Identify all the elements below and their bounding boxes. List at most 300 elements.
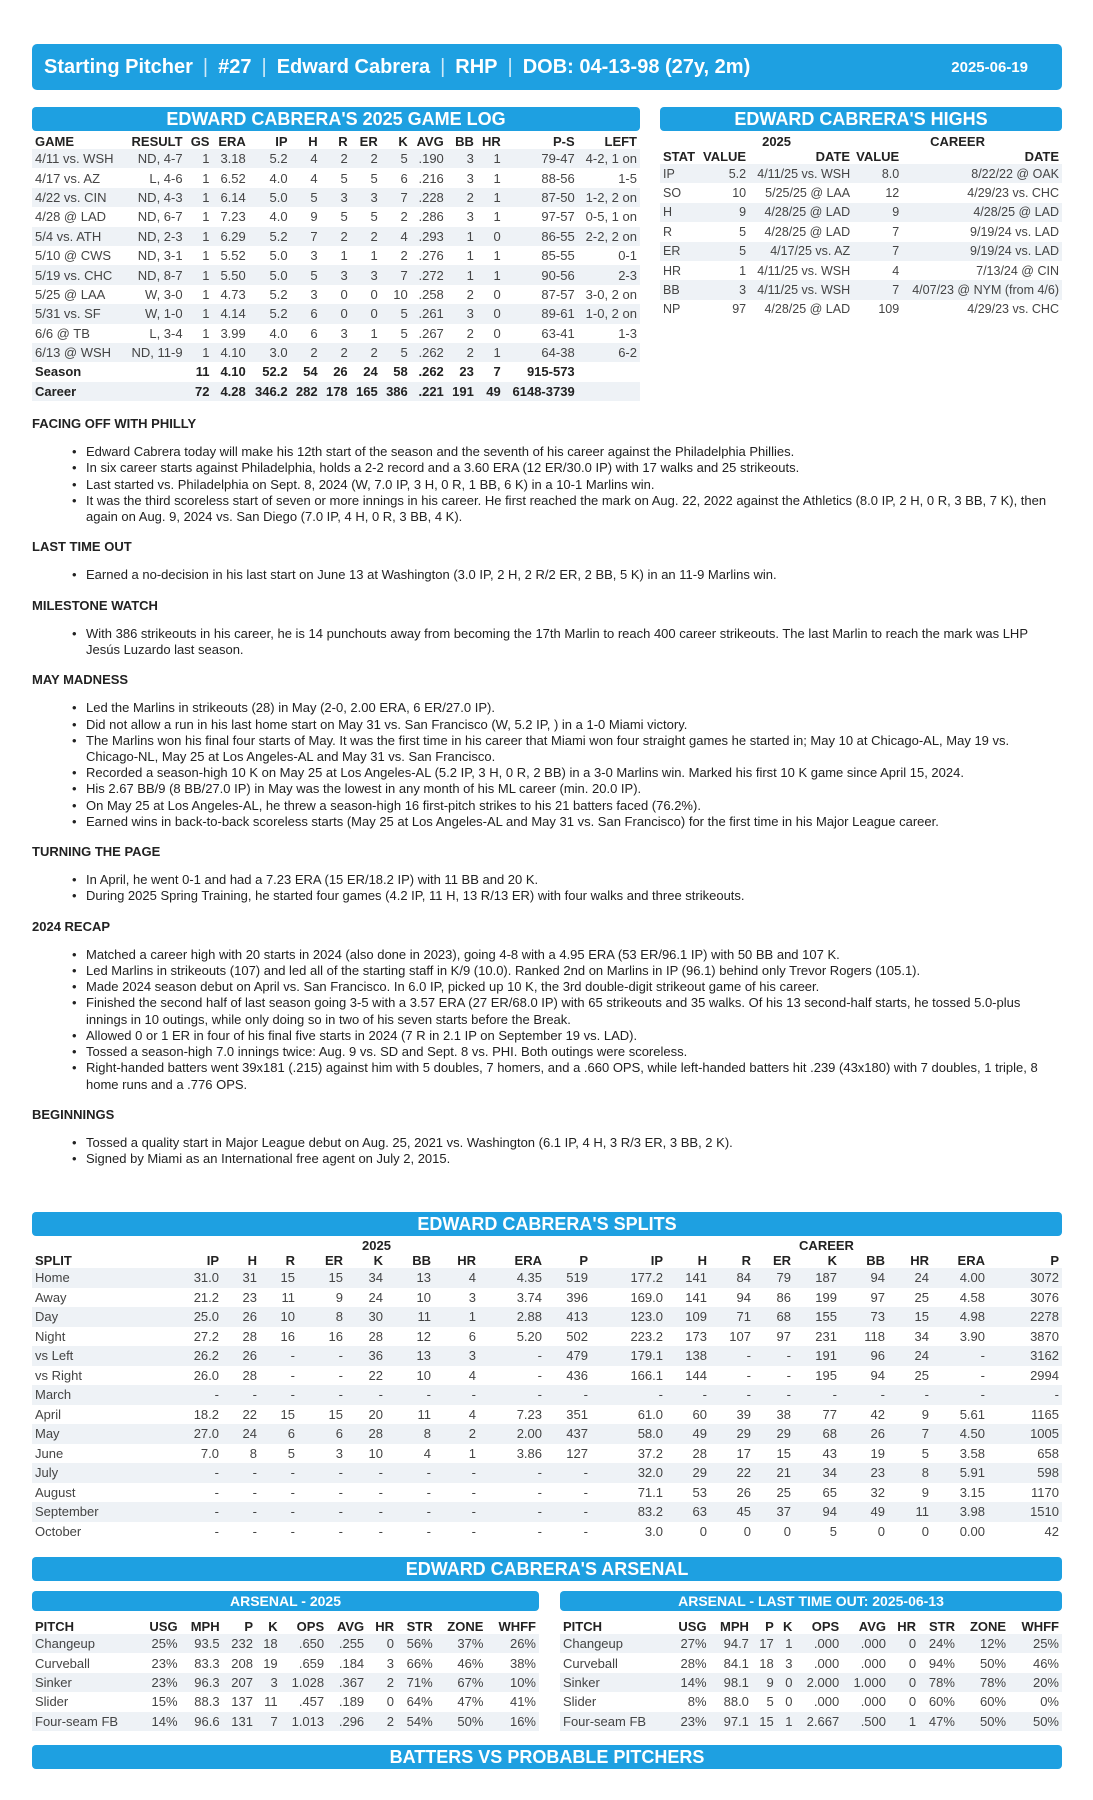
game-log-col-header: GAME bbox=[35, 134, 74, 149]
game-log-row-cell: .258 bbox=[418, 286, 444, 302]
game-log-col-header: H bbox=[308, 134, 318, 149]
arsenal-season-row-cell: 54% bbox=[397, 1712, 436, 1731]
splits-row-cell: 15 bbox=[298, 1268, 346, 1288]
arsenal-last-table bbox=[560, 1619, 1062, 1731]
arsenal-season-row-cell: 14% bbox=[139, 1712, 180, 1731]
splits-row-cell: - bbox=[298, 1463, 346, 1483]
arsenal-season-row-cell: 88.3 bbox=[194, 1694, 220, 1710]
game-log-header-row bbox=[32, 134, 640, 149]
arsenal-last-row-cell: 20% bbox=[1009, 1673, 1062, 1692]
splits-row bbox=[32, 1405, 1062, 1425]
game-log-row-cell: 6 bbox=[400, 170, 408, 186]
header-hand: RHP bbox=[455, 55, 498, 78]
arsenal-last-row-cell: 18 bbox=[759, 1655, 774, 1671]
splits-row-cell: 65 bbox=[822, 1484, 837, 1500]
note-item: • During 2025 Spring Training, he started four games (4.2 IP, 11 H, 13 R/13 ER) with four walks and three strikeouts. bbox=[86, 888, 1062, 904]
game-log-section bbox=[32, 107, 640, 401]
highs-row-cell: 8/22/22 @ OAK bbox=[902, 164, 1062, 183]
splits-row-cell: 1 bbox=[468, 1445, 476, 1461]
splits-row-cell: 10 bbox=[368, 1445, 383, 1461]
arsenal-last-row-cell: 24% bbox=[919, 1634, 958, 1653]
splits-row bbox=[32, 1346, 1062, 1366]
splits-row-cell: - bbox=[479, 1463, 545, 1483]
splits-row-cell: 502 bbox=[566, 1328, 588, 1344]
arsenal-season-row-cell: 18 bbox=[256, 1634, 281, 1653]
arsenal-last-row bbox=[560, 1712, 1062, 1731]
splits-row-cell: 396 bbox=[566, 1289, 588, 1305]
arsenal-season-row-cell: 38% bbox=[509, 1655, 536, 1671]
game-log-row-cell: 4/11 vs. WSH bbox=[32, 149, 124, 168]
arsenal-last-col-header: K bbox=[783, 1619, 793, 1634]
game-log-row-cell: .272 bbox=[411, 265, 447, 284]
game-log-total-row-cell: 4.10 bbox=[220, 364, 246, 380]
game-log-total-row-cell bbox=[578, 382, 640, 401]
arsenal-season-row-cell: 0 bbox=[367, 1634, 397, 1653]
game-log-total-row-cell: 282 bbox=[291, 382, 321, 401]
arsenal-last-title: ARSENAL - LAST TIME OUT: 2025-06-13 bbox=[560, 1591, 1062, 1611]
splits-row-cell: 22 bbox=[710, 1463, 754, 1483]
splits-row-cell: 2994 bbox=[1030, 1367, 1059, 1383]
arsenal-season-row-cell: 26% bbox=[486, 1634, 539, 1653]
arsenal-last-row-cell: 1 bbox=[889, 1712, 919, 1731]
splits-row-cell: - bbox=[222, 1502, 260, 1522]
game-log-row-cell: 4 bbox=[291, 149, 321, 168]
game-log-row-cell: 5 bbox=[370, 209, 378, 225]
arsenal-last-row-cell: 94% bbox=[928, 1655, 955, 1671]
highs-row-cell: 9/19/24 vs. LAD bbox=[970, 224, 1059, 239]
arsenal-last-row-cell: Slider bbox=[563, 1694, 597, 1710]
splits-row-cell: - bbox=[290, 1523, 295, 1539]
game-log-total-row-cell: .262 bbox=[418, 364, 444, 380]
arsenal-season-row-cell: Changeup bbox=[32, 1634, 139, 1653]
splits-row-cell: - bbox=[471, 1523, 476, 1539]
splits-row-cell: 97 bbox=[776, 1328, 791, 1344]
game-log-col-header: BB bbox=[455, 134, 474, 149]
splits-row-cell: 141 bbox=[685, 1289, 707, 1305]
splits-row-cell: - bbox=[434, 1385, 479, 1405]
splits-row-cell: 71 bbox=[710, 1307, 754, 1327]
note-list bbox=[32, 947, 1062, 1093]
game-log-row-cell: 0-5, 1 on bbox=[585, 209, 637, 225]
highs-col-header: DATE bbox=[815, 149, 851, 164]
note-list bbox=[32, 444, 1062, 525]
arsenal-last-row-cell: .000 bbox=[813, 1655, 840, 1671]
arsenal-last-row-cell: 27% bbox=[668, 1634, 709, 1653]
game-log-row bbox=[32, 149, 640, 168]
splits-row-cell: - bbox=[840, 1385, 888, 1405]
header-banner bbox=[32, 44, 1062, 90]
splits-row-cell: 21.2 bbox=[193, 1289, 219, 1305]
splits-row-cell: 15 bbox=[328, 1406, 343, 1422]
splits-row-cell: 6 bbox=[298, 1424, 346, 1444]
splits-col-header: BB bbox=[866, 1253, 885, 1268]
arsenal-last-row-cell: Four-seam FB bbox=[560, 1712, 668, 1731]
game-log-row-cell: 3 bbox=[310, 248, 318, 264]
splits-row-cell: 3072 bbox=[988, 1268, 1062, 1288]
splits-row-cell: 13 bbox=[386, 1268, 434, 1288]
splits-row-cell: 3162 bbox=[988, 1346, 1062, 1366]
arsenal-season-row-cell: 0 bbox=[386, 1694, 395, 1710]
highs-row-cell: 4/11/25 vs. WSH bbox=[749, 164, 853, 183]
game-log-row-cell: 1 bbox=[477, 188, 504, 207]
splits-row-cell: 155 bbox=[794, 1307, 840, 1327]
arsenal-season-row bbox=[32, 1653, 539, 1672]
arsenal-last-col-header: AVG bbox=[858, 1619, 886, 1634]
splits-row-cell: 3.98 bbox=[932, 1502, 988, 1522]
arsenal-last-row-cell: 0 bbox=[889, 1634, 919, 1653]
splits-col-header: ER bbox=[324, 1253, 343, 1268]
game-log-row-cell: 1 bbox=[202, 286, 210, 302]
splits-row-cell: 32 bbox=[870, 1484, 885, 1500]
splits-row-cell: 7.0 bbox=[200, 1445, 219, 1461]
game-log-row-cell: 5.0 bbox=[249, 265, 291, 284]
arsenal-season-row-cell: 11 bbox=[264, 1694, 278, 1710]
splits-row-cell: - bbox=[471, 1484, 476, 1500]
arsenal-last-section bbox=[560, 1591, 1062, 1731]
splits-row-cell: 598 bbox=[988, 1463, 1062, 1483]
splits-row-cell: 11 bbox=[281, 1289, 295, 1305]
game-log-total-row-cell: 178 bbox=[321, 382, 351, 401]
highs-row-cell: 4/11/25 vs. WSH bbox=[749, 280, 853, 299]
splits-row-cell: 658 bbox=[1037, 1445, 1059, 1461]
splits-row-cell: 30 bbox=[346, 1307, 386, 1327]
splits-row-cell: 22 bbox=[242, 1406, 257, 1422]
game-log-row-cell: 4/22 vs. CIN bbox=[32, 188, 124, 207]
game-log-row-cell: 2 bbox=[321, 149, 351, 168]
game-log-row-cell: 1 bbox=[370, 325, 378, 341]
game-log-row-cell: 2 bbox=[447, 343, 477, 362]
game-log-row-cell: 1 bbox=[477, 265, 504, 284]
splits-row-cell: September bbox=[32, 1502, 162, 1522]
splits-row-cell: - bbox=[338, 1523, 343, 1539]
game-log-row-cell: 1-3 bbox=[618, 325, 637, 341]
splits-row-cell: - bbox=[426, 1484, 431, 1500]
game-log-row-cell: 3 bbox=[466, 170, 474, 186]
game-log-row-cell: 4.10 bbox=[212, 343, 248, 362]
splits-row-cell: 16 bbox=[280, 1328, 295, 1344]
game-log-row-cell: 5/19 vs. CHC bbox=[32, 265, 124, 284]
splits-row-cell: - bbox=[545, 1463, 591, 1483]
note-item: • Allowed 0 or 1 ER in four of his final five starts in 2024 (7 R in 2.1 IP on September 19 vs. LAD). bbox=[86, 1028, 1062, 1044]
game-log-row-cell: ND, 6-7 bbox=[137, 209, 183, 225]
splits-row-cell: 23 bbox=[840, 1463, 888, 1483]
note-item: • Recorded a season-high 10 K on May 25 at Los Angeles-AL (5.2 IP, 3 H, 0 R, 2 BB) in a 3-0 Marlins win. Marked his first 10 K game since April 15, 2024. bbox=[86, 765, 1062, 781]
game-log-row-cell: 6.29 bbox=[212, 227, 248, 246]
splits-col-header: R bbox=[741, 1253, 751, 1268]
splits-row-cell: - bbox=[346, 1502, 386, 1522]
splits-row-cell: Day bbox=[32, 1307, 162, 1327]
splits-row-cell: 31 bbox=[222, 1268, 260, 1288]
game-log-row-cell: 6/13 @ WSH bbox=[32, 343, 124, 362]
splits-row-cell: 15 bbox=[776, 1445, 791, 1461]
arsenal-season-col-header: HR bbox=[375, 1619, 395, 1634]
splits-row-cell: 34 bbox=[346, 1268, 386, 1288]
splits-row-cell: 4.35 bbox=[479, 1268, 545, 1288]
arsenal-season-row-cell: 1.028 bbox=[281, 1673, 327, 1692]
note-heading: MILESTONE WATCH bbox=[32, 597, 158, 613]
splits-row-cell: Home bbox=[32, 1268, 162, 1288]
splits-col-header: SPLIT bbox=[35, 1253, 72, 1268]
game-log-row-cell: 3 bbox=[447, 304, 477, 323]
splits-row bbox=[32, 1268, 1062, 1288]
game-log-total-row-cell: 49 bbox=[477, 382, 504, 401]
game-log-row-cell: 5.2 bbox=[269, 286, 288, 302]
game-log-row-cell: 1 bbox=[340, 248, 348, 264]
splits-row-cell: - bbox=[545, 1502, 591, 1522]
arsenal-season-row-cell: 64% bbox=[406, 1694, 433, 1710]
splits-row-cell: 3 bbox=[468, 1289, 476, 1305]
splits-row-cell: 96 bbox=[840, 1346, 888, 1366]
game-log-row-cell: 7 bbox=[381, 265, 411, 284]
highs-row-cell: ER bbox=[660, 242, 700, 261]
arsenal-last-row-cell: 1 bbox=[777, 1712, 796, 1731]
splits-row-cell: 24 bbox=[888, 1346, 932, 1366]
game-log-col-header: ERA bbox=[218, 134, 246, 149]
splits-row-cell: Night bbox=[35, 1328, 66, 1344]
splits-row-cell: 12 bbox=[416, 1328, 431, 1344]
game-log-row-cell: 4.14 bbox=[212, 304, 248, 323]
splits-row-cell: 8 bbox=[888, 1463, 932, 1483]
note-list bbox=[32, 567, 1062, 583]
splits-row-cell: 138 bbox=[666, 1346, 710, 1366]
splits-row-cell: 26 bbox=[222, 1346, 260, 1366]
arsenal-last-row-cell: Sinker bbox=[560, 1673, 668, 1692]
splits-row-cell: 1 bbox=[434, 1307, 479, 1327]
highs-row-cell: 4/28/25 @ LAD bbox=[902, 203, 1062, 222]
arsenal-last-row-cell: 46% bbox=[1032, 1655, 1059, 1671]
splits-row-cell: July bbox=[32, 1463, 162, 1483]
splits-row-cell: - bbox=[252, 1484, 257, 1500]
splits-row-cell: 31.0 bbox=[162, 1268, 222, 1288]
arsenal-season-col-header: PITCH bbox=[35, 1619, 74, 1634]
splits-row-cell: - bbox=[346, 1463, 386, 1483]
highs-row-cell: 4/28/25 @ LAD bbox=[749, 203, 853, 222]
arsenal-last-row bbox=[560, 1673, 1062, 1692]
splits-row-cell: 26 bbox=[736, 1484, 751, 1500]
arsenal-last-row-cell: 0 bbox=[908, 1655, 917, 1671]
splits-row-cell: 28 bbox=[368, 1328, 383, 1344]
arsenal-season-row-cell: 23% bbox=[139, 1673, 180, 1692]
game-log-total-row-cell bbox=[124, 362, 186, 381]
arsenal-season-row-cell: 23% bbox=[151, 1655, 178, 1671]
splits-row-cell: 24 bbox=[888, 1268, 932, 1288]
splits-row-cell: - bbox=[378, 1484, 383, 1500]
splits-row-cell: 94 bbox=[870, 1367, 885, 1383]
highs-row-cell: 9/19/24 vs. LAD bbox=[902, 242, 1062, 261]
splits-row-cell: 0 bbox=[783, 1523, 791, 1539]
splits-row-cell: 4.58 bbox=[959, 1289, 985, 1305]
highs-table bbox=[660, 134, 1062, 319]
arsenal-last-col-header: PITCH bbox=[563, 1619, 602, 1634]
splits-row-cell: 25 bbox=[776, 1484, 791, 1500]
splits-row bbox=[32, 1327, 1062, 1347]
game-log-row-cell: 3.99 bbox=[220, 325, 246, 341]
splits-row-cell: 49 bbox=[840, 1502, 888, 1522]
splits-row-cell: 5.20 bbox=[516, 1328, 542, 1344]
splits-row-cell: 3076 bbox=[1030, 1289, 1059, 1305]
game-log-title: EDWARD CABRERA'S 2025 GAME LOG bbox=[32, 107, 640, 131]
game-log-col-header: R bbox=[338, 134, 348, 149]
splits-row-cell: - bbox=[479, 1502, 545, 1522]
game-log-row-cell: .190 bbox=[411, 149, 447, 168]
arsenal-season-body bbox=[32, 1634, 539, 1731]
splits-row-cell: - bbox=[479, 1346, 545, 1366]
header-date: 2025-06-19 bbox=[951, 58, 1028, 76]
splits-row-cell: 26.0 bbox=[193, 1367, 219, 1383]
splits-row-cell: April bbox=[35, 1406, 62, 1422]
game-log-row-cell: 4/28 @ LAD bbox=[35, 209, 107, 225]
arsenal-season-col-header: USG bbox=[149, 1619, 178, 1634]
game-log-row-cell: 3 bbox=[466, 209, 474, 225]
arsenal-season-row bbox=[32, 1712, 539, 1731]
arsenal-season-row-cell: 16% bbox=[486, 1712, 539, 1731]
splits-row-cell: 223.2 bbox=[630, 1328, 663, 1344]
game-log-row-cell: 1 bbox=[186, 265, 213, 284]
header-separator: | bbox=[261, 55, 267, 78]
game-log-row bbox=[32, 227, 640, 246]
arsenal-season-row-cell: 56% bbox=[397, 1634, 436, 1653]
splits-row-cell: - bbox=[988, 1385, 1062, 1405]
note-item: • In April, he went 0-1 and had a 7.23 ERA (15 ER/18.2 IP) with 11 BB and 20 K. bbox=[86, 872, 1062, 888]
game-log-row bbox=[32, 343, 640, 362]
splits-row-cell: 5.61 bbox=[959, 1406, 985, 1422]
splits-row-cell: 144 bbox=[685, 1367, 707, 1383]
game-log-total-row-cell: 26 bbox=[333, 364, 348, 380]
splits-row-cell: - bbox=[222, 1385, 260, 1405]
splits-row-cell: 6 bbox=[260, 1424, 298, 1444]
splits-section bbox=[32, 1212, 1062, 1541]
arsenal-season-row-cell: .255 bbox=[327, 1634, 367, 1653]
splits-row-cell: vs Left bbox=[32, 1346, 162, 1366]
splits-col-header: H bbox=[247, 1253, 257, 1268]
highs-body bbox=[660, 164, 1062, 319]
splits-row-cell: - bbox=[298, 1346, 346, 1366]
game-log-total-row-cell: 386 bbox=[381, 382, 411, 401]
game-log-row-cell: 1 bbox=[186, 304, 213, 323]
game-log-row-cell: 1-5 bbox=[618, 170, 637, 186]
game-log-row-cell: 0 bbox=[321, 304, 351, 323]
game-log-row-cell: 1 bbox=[202, 170, 210, 186]
highs-row-cell: 5/25/25 @ LAA bbox=[765, 186, 851, 201]
game-log-row-cell: 3.0 bbox=[249, 343, 291, 362]
note-item: • In six career starts against Philadelphia, holds a 2-2 record and a 3.60 ERA (12 ER/30.0 IP) with 17 walks and 25 strikeouts. bbox=[86, 460, 1062, 476]
splits-row-cell: 109 bbox=[666, 1307, 710, 1327]
splits-row-cell: - bbox=[162, 1502, 222, 1522]
arsenal-season-row-cell: 46% bbox=[457, 1655, 484, 1671]
splits-row-cell: 3.15 bbox=[959, 1484, 985, 1500]
splits-row-cell: 0 bbox=[921, 1523, 929, 1539]
highs-row bbox=[660, 300, 1062, 319]
highs-section bbox=[660, 107, 1062, 319]
arsenal-season-section bbox=[32, 1591, 539, 1731]
arsenal-last-row-cell: 50% bbox=[980, 1655, 1007, 1671]
game-log-row-cell: W, 3-0 bbox=[145, 286, 183, 302]
game-log-row-cell: 0 bbox=[477, 227, 504, 246]
arsenal-last-col-header: HR bbox=[897, 1619, 917, 1634]
game-log-row-cell: 5.0 bbox=[249, 188, 291, 207]
arsenal-last-row-cell: 60% bbox=[980, 1694, 1007, 1710]
highs-row-cell: 7/13/24 @ CIN bbox=[976, 263, 1059, 278]
game-log-row-cell: 1 bbox=[186, 188, 213, 207]
note-item: • The Marlins won his final four starts of May. It was the first time in his career that Miami won four straight games he started in; May 10 at Chicago-AL, May 19 vs. Chicago-NL, May 25 at Los Angeles-AL and May 31 vs. San Francisco. bbox=[86, 733, 1062, 765]
splits-row-cell: 5 bbox=[921, 1445, 929, 1461]
game-log-row-cell: 1 bbox=[477, 343, 504, 362]
game-log-row-cell: 9 bbox=[310, 209, 318, 225]
note-heading: 2024 RECAP bbox=[32, 918, 111, 934]
game-log-row-cell: 5 bbox=[340, 170, 348, 186]
game-log-row-cell: 1 bbox=[186, 343, 213, 362]
arsenal-season-row-cell: 41% bbox=[509, 1694, 536, 1710]
splits-col-header: BB bbox=[412, 1253, 431, 1268]
splits-row-cell: - bbox=[338, 1367, 343, 1383]
arsenal-season-row-cell: 15% bbox=[151, 1694, 178, 1710]
note-item: • Right-handed batters went 39x181 (.215) against him with 5 doubles, 7 homers, and a .660 OPS, while left-handed batters hit .239 (43x180) with 7 doubles, 1 triple, 8 home runs and a .776 OPS. bbox=[86, 1060, 1062, 1092]
arsenal-season-row-cell: 19 bbox=[263, 1655, 278, 1671]
splits-row-cell: 24 bbox=[222, 1424, 260, 1444]
splits-row-cell: 77 bbox=[822, 1406, 837, 1422]
arsenal-season-row-cell: 96.6 bbox=[181, 1712, 223, 1731]
highs-row-cell: 5 bbox=[739, 224, 747, 239]
game-log-total-row-cell: 915-573 bbox=[526, 364, 575, 380]
note-item: • Did not allow a run in his last home start on May 31 vs. San Francisco (W, 5.2 IP, ) in a 1-0 Miami victory. bbox=[86, 717, 1062, 733]
game-log-row-cell: 1 bbox=[447, 265, 477, 284]
game-log-row-cell: 6/6 @ TB bbox=[35, 325, 90, 341]
game-log-row-cell: 3 bbox=[447, 149, 477, 168]
splits-row-cell: 28 bbox=[242, 1328, 257, 1344]
splits-row-cell: - bbox=[222, 1463, 260, 1483]
game-log-total-row bbox=[32, 382, 640, 401]
splits-row-cell: - bbox=[346, 1385, 386, 1405]
splits-row-cell: - bbox=[260, 1346, 298, 1366]
arsenal-season-row-cell: 96.3 bbox=[181, 1673, 223, 1692]
highs-col-header: STAT bbox=[663, 149, 696, 164]
highs-row-cell: IP bbox=[660, 164, 700, 183]
splits-row-cell: - bbox=[754, 1346, 794, 1366]
arsenal-season-row-cell: 25% bbox=[139, 1634, 180, 1653]
game-log-total-row-cell bbox=[124, 382, 186, 401]
game-log-row-cell: 5 bbox=[291, 188, 321, 207]
splits-row-cell: - bbox=[290, 1484, 295, 1500]
arsenal-last-row-cell: 50% bbox=[1009, 1712, 1062, 1731]
game-log-row-cell: 2 bbox=[400, 248, 408, 264]
arsenal-season-row-cell: 137 bbox=[231, 1694, 253, 1710]
arsenal-season-row-cell: 83.3 bbox=[194, 1655, 220, 1671]
splits-row-cell: 2.00 bbox=[479, 1424, 545, 1444]
game-log-col-header: K bbox=[398, 134, 408, 149]
batters-title: BATTERS VS PROBABLE PITCHERS bbox=[32, 1745, 1062, 1769]
splits-row-cell: - bbox=[434, 1463, 479, 1483]
arsenal-season-row-cell: 3 bbox=[256, 1673, 281, 1692]
splits-row-cell: 29 bbox=[666, 1463, 710, 1483]
arsenal-season-col-header: AVG bbox=[336, 1619, 365, 1634]
highs-row-cell: 5 bbox=[700, 242, 749, 261]
highs-row-cell: 7 bbox=[853, 242, 902, 261]
game-log-row-cell: 2 bbox=[351, 343, 381, 362]
arsenal-season-row-cell: 2 bbox=[367, 1712, 397, 1731]
game-log-row-cell: 5.2 bbox=[249, 149, 291, 168]
splits-row-cell: 519 bbox=[545, 1268, 591, 1288]
splits-row-cell: 94 bbox=[794, 1502, 840, 1522]
game-log-total-row-cell: 24 bbox=[363, 364, 378, 380]
arsenal-season-table bbox=[32, 1619, 539, 1731]
game-log-row-cell: 3 bbox=[310, 286, 318, 302]
note-item: • His 2.67 BB/9 (8 BB/27.0 IP) in May was the lowest in any month of his ML career (min. 20.0 IP). bbox=[86, 781, 1062, 797]
game-log-row-cell: .228 bbox=[411, 188, 447, 207]
game-log-row-cell: 0 bbox=[493, 286, 501, 302]
game-log-total-row-cell: 4.28 bbox=[212, 382, 248, 401]
highs-row-cell: BB bbox=[660, 280, 700, 299]
arsenal-last-row-cell: .500 bbox=[842, 1712, 889, 1731]
